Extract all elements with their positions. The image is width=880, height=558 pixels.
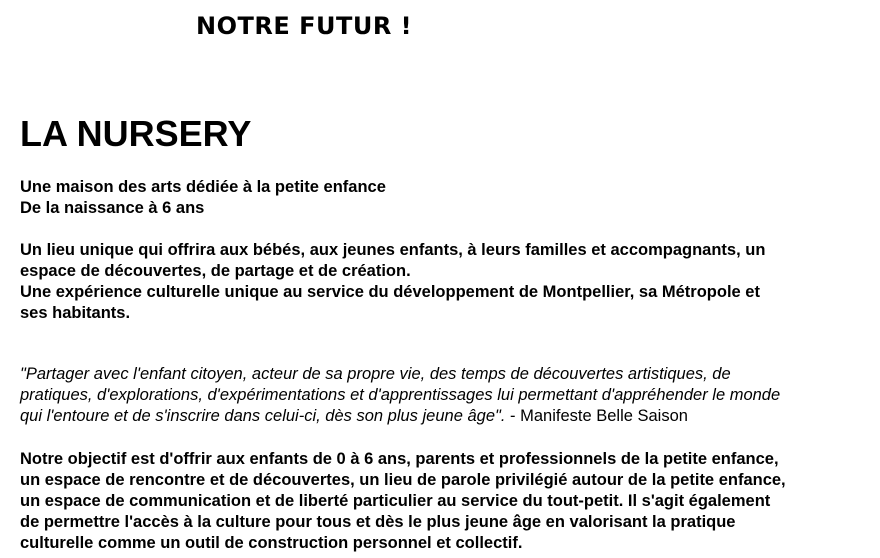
quote-line: pratiques, d'explorations, d'expérimentations et d'apprentissages lui permettant d'appréhender le monde: [20, 386, 781, 404]
objective-line: de permettre l'accès à la culture pour tous et dès le plus jeune âge en valorisant la pratique: [20, 513, 736, 531]
objective-paragraph: [20, 449, 870, 554]
intro-paragraph: [20, 240, 870, 324]
quote-attribution: - Manifeste Belle Saison: [505, 407, 688, 425]
subtitle-line: De la naissance à 6 ans: [20, 199, 205, 217]
intro-line: Une expérience culturelle unique au service du développement de Montpellier, sa Métropole et: [20, 283, 760, 301]
intro-line: ses habitants.: [20, 304, 131, 322]
intro-line: espace de découvertes, de partage et de création.: [20, 262, 411, 280]
page-title: LA NURSERY: [20, 113, 252, 154]
objective-line: un espace de rencontre et de découvertes, un lieu de parole privilégié autour de la petite enfance,: [20, 471, 786, 489]
quote-paragraph: [20, 364, 870, 427]
objective-line: un espace de communication et de liberté particulier au service du tout-petit. Il s'agit également: [20, 492, 771, 510]
quote-line: "Partager avec l'enfant citoyen, acteur de sa propre vie, des temps de découvertes artistiques, de: [20, 365, 731, 383]
quote-line: qui l'entoure et de s'inscrire dans celui-ci, dès son plus jeune âge".: [20, 407, 506, 425]
objective-line: Notre objectif est d'offrir aux enfants de 0 à 6 ans, parents et professionnels de la petite enfance,: [20, 450, 779, 468]
intro-line: Un lieu unique qui offrira aux bébés, aux jeunes enfants, à leurs familles et accompagnants, un: [20, 241, 766, 259]
subtitle-line: Une maison des arts dédiée à la petite enfance: [20, 178, 386, 196]
objective-line: culturelle comme un outil de construction personnel et collectif.: [20, 534, 523, 552]
subtitle-block: [20, 177, 870, 219]
top-heading: NOTRE FUTUR !: [196, 12, 413, 40]
quote-last-line: [20, 406, 870, 427]
